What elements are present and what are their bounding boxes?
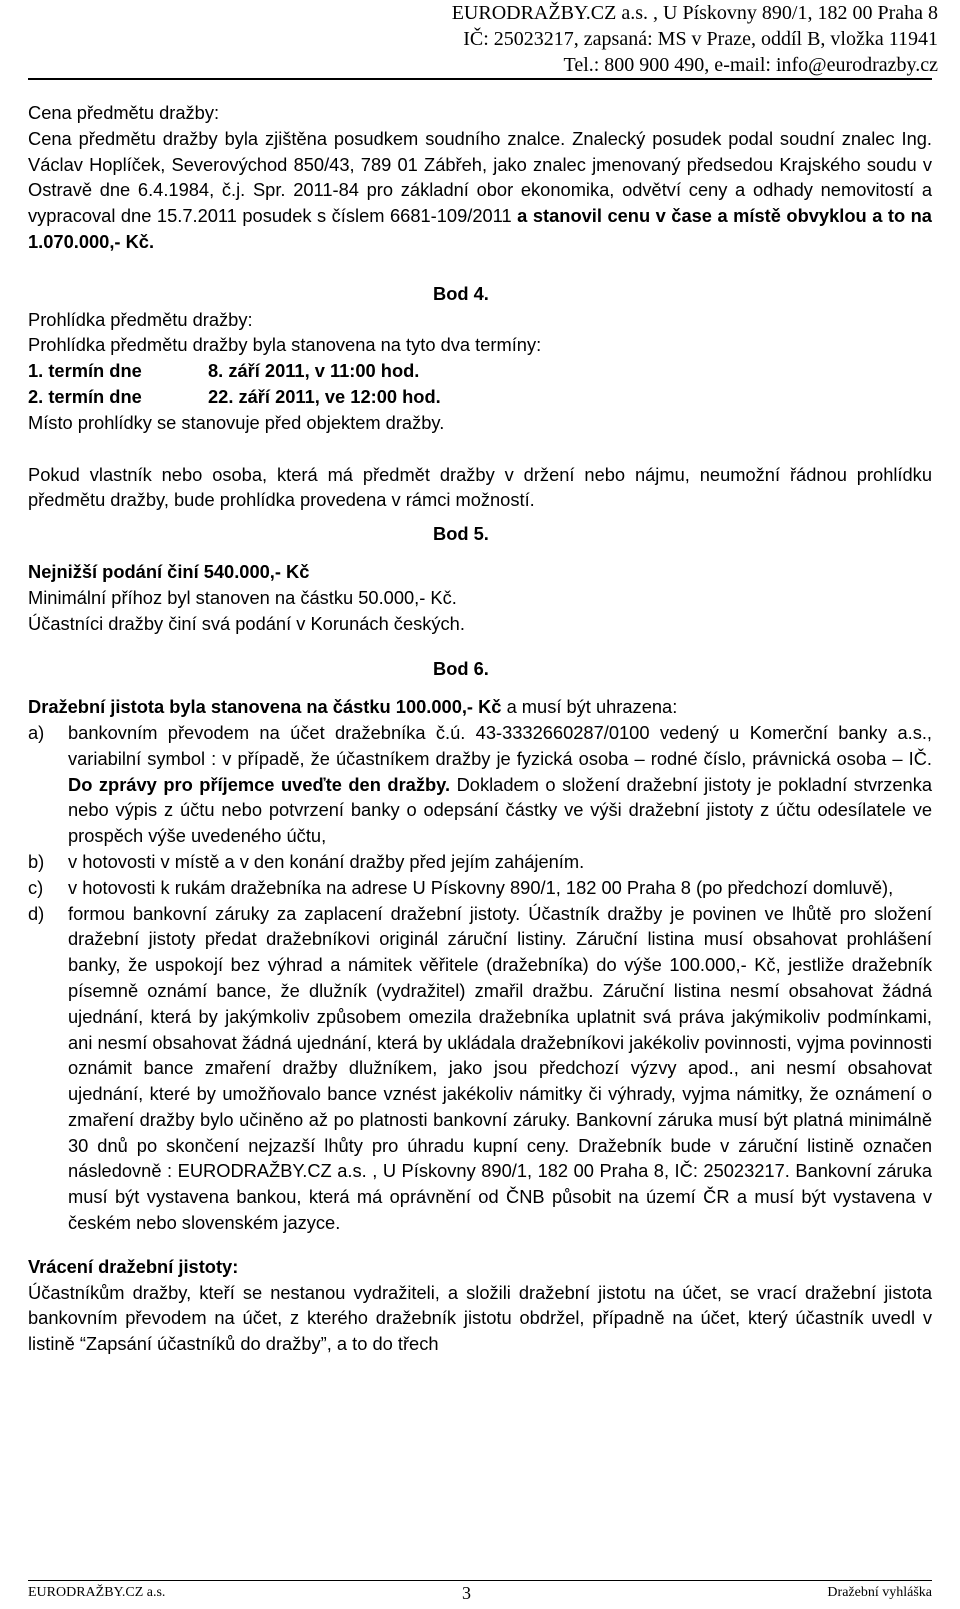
- list-label: b): [28, 850, 45, 872]
- letterhead-company-address: EURODRAŽBY.CZ a.s. , U Pískovny 890/1, 182 00 Praha 8: [451, 2, 938, 24]
- letterhead-contact: Tel.: 800 900 490, e-mail: info@eurodrazby.cz: [563, 54, 938, 76]
- option-a-text: bankovním převodem na účet dražebníka č.ú. 43-3332660287/0100 vedený u Komerční banky a.s., variabilní symbol : v případě, že účastníkem dražby je fyzická osoba – rodné číslo, právnická osoba – IČ.: [68, 721, 932, 769]
- deposit-option-d: [28, 901, 932, 1236]
- term-value: 22. září 2011, ve 12:00 hod.: [208, 385, 441, 407]
- deposit-option-b: [28, 849, 932, 875]
- deposit-intro: [28, 694, 932, 720]
- min-increment: Minimální příhoz byl stanoven na částku 50.000,- Kč.: [28, 586, 457, 608]
- refund-heading: Vrácení dražební jistoty:: [28, 1255, 239, 1277]
- inspection-heading: Prohlídka předmětu dražby:: [28, 308, 253, 330]
- letterhead: [0, 0, 960, 78]
- document-body: [28, 100, 932, 1357]
- section-label-bod6: Bod 6.: [433, 658, 489, 680]
- price-heading: Cena předmětu dražby:: [28, 102, 220, 123]
- section-label-bod4: Bod 4.: [433, 282, 489, 304]
- list-label: c): [28, 876, 44, 898]
- term-label: 2. termín dne: [28, 385, 142, 407]
- price-text: Cena předmětu dražby byla zjištěna posudkem soudního znalce. Znalecký posudek podal soudní znalec Ing. Václav Hoplíček, Severovýchod 850/43, 789 01 Zábřeh, jako znalec jmenovaný předsedou Krajského soudu v Ostravě dne 6.4.1984, č.j. Spr. 2011-84 pro základní obor ekonomika, odvětví ceny a odhady nemovitostí a vypracoval dne 15.7.2011 posudek s číslem 6681-109/2011: [28, 127, 932, 227]
- footer-company: EURODRAŽBY.CZ a.s.: [28, 1585, 166, 1600]
- page-number: 3: [462, 1583, 471, 1603]
- inspection-place: Místo prohlídky se stanovuje před objektem dražby.: [28, 411, 445, 433]
- footer-divider: [28, 1580, 932, 1581]
- inspection-intro: Prohlídka předmětu dražby byla stanovena na tyto dva termíny:: [28, 334, 542, 356]
- footer-doc-title: Dražební vyhláška: [827, 1585, 932, 1600]
- price-value: a stanovil cenu v čase a místě obvyklou a to na 1.070.000,- Kč.: [28, 205, 932, 252]
- lowest-bid: Nejnižší podání činí 540.000,- Kč: [28, 560, 310, 582]
- bid-currency: Účastníci dražby činí svá podání v Korunách českých.: [28, 612, 465, 634]
- header-divider: [28, 78, 932, 80]
- term-label: 1. termín dne: [28, 360, 142, 382]
- list-text: formou bankovní záruky za zaplacení dražební jistoty. Účastník dražby je povinen ve lhůtě pro složení dražební jistoty předat dražebníkovi originál záruční listiny. Záruční listina musí obsahovat prohlášení banky, že uspokojí bez výhrad a námitek věřitele (dražebníka) do výše 100.000,- Kč, jestliže dražebník písemně oznámí bance, že dlužník (vydražitel) zmařil dražbu. Záruční listina nesmí obsahovat žádná ujednání, která by jakýmkoliv způsobem omezila dražebníka uplatnit svá práva jakýmikoliv podmínkami, ani nesmí obsahovat žádná ujednání, která by ukládala dražebníkovi jakékoliv povinnosti, vyjma povinnosti oznámit bance zmaření dražby dlužníkem, jako jsou předchozí výzvy apod., ani nesmí obsahovat ujednání, které by umožňovalo bance vznést jakékoliv námitky či výhrady, vyjma námitky, že oznámení o zmaření dražby bylo učiněno až po platnosti bankovní záruky. Bankovní záruka musí být platná minimálně 30 dnů po skončení nejzazší lhůty pro úhradu kupní ceny. Dražebník bude v záruční listině označen následovně : EURODRAŽBY.CZ a.s. , U Pískovny 890/1, 182 00 Praha 8, IČ: 25023217. Bankovní záruka musí být vystavena bankou, která má oprávnění od ČNB působit na území ČR a musí být vystavena v českém nebo slovenském jazyce.: [68, 902, 932, 1234]
- inspection-note: Pokud vlastník nebo osoba, která má předmět dražby v držení nebo nájmu, neumožní řádnou prohlídku předmětu dražby, bude prohlídka provedena v rámci možností.: [28, 463, 932, 511]
- inspection-term-2: [28, 384, 932, 410]
- letterhead-registration: IČ: 25023217, zapsaná: MS v Praze, oddíl B, vložka 11941: [463, 28, 938, 50]
- term-value: 8. září 2011, v 11:00 hod.: [208, 360, 420, 382]
- list-label: a): [28, 721, 45, 743]
- payment-reference-note: Do zprávy pro příjemce uveďte den dražby.: [68, 773, 451, 795]
- list-text: [68, 720, 932, 849]
- section-label-bod5: Bod 5.: [433, 523, 489, 545]
- deposit-option-a: [28, 720, 932, 849]
- list-text: v hotovosti k rukám dražebníka na adrese U Pískovny 890/1, 182 00 Praha 8 (po předchozí domluvě),: [68, 876, 894, 898]
- deposit-amount: Dražební jistota byla stanovena na částku 100.000,- Kč: [28, 696, 502, 718]
- deposit-option-c: [28, 875, 932, 901]
- price-paragraph: [28, 126, 932, 255]
- page-footer: [28, 1580, 932, 1609]
- refund-paragraph: Účastníkům dražby, kteří se nestanou vydražiteli, a složili dražební jistotu na účet, se vrací dražební jistota bankovním převodem na účet, z kterého dražebník jistotu obdržel, případně na účet, který účastník uvedl v listině “Zapsání účastníků do dražby”, a to do třech: [28, 1281, 932, 1355]
- list-label: d): [28, 902, 45, 924]
- inspection-term-1: [28, 358, 932, 384]
- deposit-intro-rest: a musí být uhrazena:: [501, 696, 678, 718]
- list-text: v hotovosti v místě a v den konání dražby před jejím zahájením.: [68, 850, 585, 872]
- option-a-text-rest: Dokladem o složení dražební jistoty je pokladní stvrzenka nebo výpis z účtu nebo potvrzení banky o odepsání částky ve výši dražební jistoty z účtu odesílatele ve prospěch výše uvedeného účtu,: [68, 773, 933, 847]
